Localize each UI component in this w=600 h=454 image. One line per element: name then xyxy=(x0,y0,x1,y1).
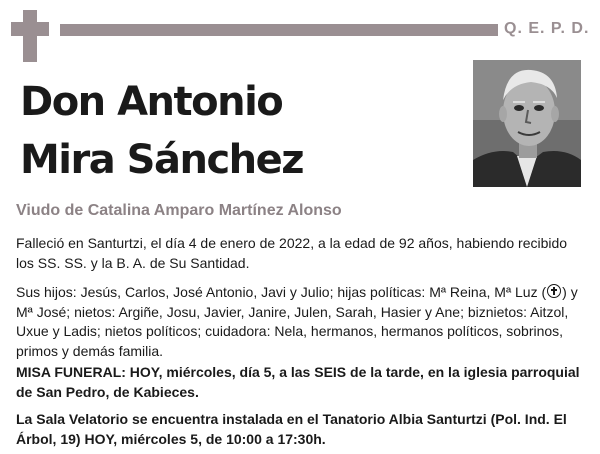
header-rule xyxy=(60,24,498,36)
wake-paragraph: La Sala Velatorio se encuentra instalada en el Tanatorio Albia Santurtzi (Pol. Ind. El Árbol, 19) HOY, miércoles 5, de 10:00 a 17:30h. xyxy=(16,411,567,447)
cross-vertical-bar xyxy=(23,10,37,62)
cross-horizontal-bar xyxy=(11,22,49,36)
death-notice-paragraph: Falleció en Santurtzi, el día 4 de enero de 2022, a la edad de 92 años, habiendo recibido los SS. SS. y la B. A. de Su Santidad. xyxy=(16,235,568,271)
deceased-name-line-2: Mira Sánchez xyxy=(20,137,304,183)
deceased-cross-icon xyxy=(547,284,561,298)
portrait-image xyxy=(473,60,581,187)
deceased-name-line-1: Don Antonio xyxy=(20,79,283,125)
family-paragraph xyxy=(16,283,586,361)
qepd-label: Q. E. P. D. xyxy=(504,20,590,37)
widower-subtitle: Viudo de Catalina Amparo Martínez Alonso xyxy=(16,202,342,219)
funeral-mass-paragraph: MISA FUNERAL: HOY, miércoles, día 5, a las SEIS de la tarde, en la iglesia parroquial de San Pedro, de Kabieces. xyxy=(16,364,580,400)
family-text-part-1: Sus hijos: Jesús, Carlos, José Antonio, Javi y Julio; hijas políticas: Mª Reina, Mª Luz ( xyxy=(16,284,547,300)
deceased-portrait-photo xyxy=(473,60,581,187)
family-text-part-2: ) y Mª José; nietos: Argiñe, Josu, Javier, Janire, Julen, Sarah, Hasier y Ane; biznietos: Aitzol, Uxue y Ladis; nietos políticos; cuidadora: Nela, hermanos, hermanos políticos, sobrinos, primos y demás familia. xyxy=(16,284,578,359)
